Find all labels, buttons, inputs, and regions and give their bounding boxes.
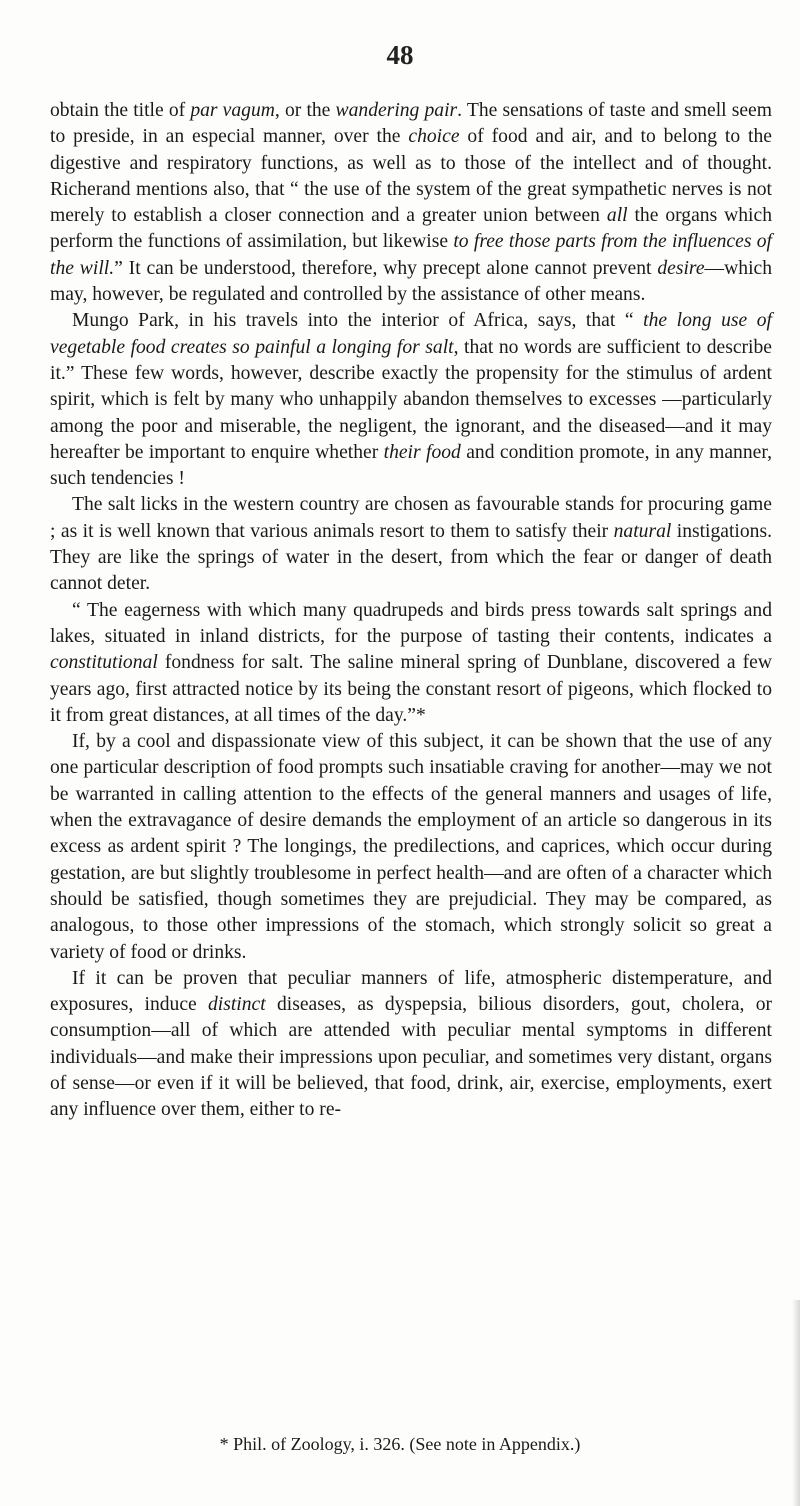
italic-text: the long use of vegetable food creates so painful a longing for salt (50, 310, 772, 358)
italic-text: par vagum (190, 100, 275, 121)
italic-text: choice (408, 126, 460, 148)
text-span: , that no words are sufficient to describe it.” These few words, however, describe exactly the propensity for the stimulus of ardent spirit, which is felt by many who unhappily abandon themselves to excesses —particularly among the poor and miserable, the negligent, the ignorant, and the diseased—and it may hereafter be important to enquire whether (50, 336, 772, 463)
text-span: “ The eagerness with which many quadrupeds and birds press towards salt springs and lakes, situated in inland districts, for the purpose of tasting their contents, indicates a (50, 599, 772, 647)
paragraph (50, 598, 772, 729)
italic-text: distinct (208, 994, 266, 1016)
text-span: If it can be proven that peculiar manners of life, atmospheric distemperature, and exposures, induce (50, 967, 772, 1016)
text-span: . The sensations of taste and smell seem to preside, in an especial manner, over the (50, 100, 772, 148)
paragraph (50, 966, 772, 1124)
text-span: —which may, however, be regulated and controlled by the assistance of other means. (50, 257, 773, 306)
italic-text: constitutional (50, 652, 158, 674)
paragraph (50, 492, 772, 597)
text-span: and condition promote, in any manner, such tendencies ! (50, 441, 772, 490)
page-number: 48 (386, 40, 414, 70)
text-span: of food and air, and to belong to the digestive and respiratory functions, as well as to those of the intellect and of thought. Richerand mentions also, that “ the use of the system of the great sympathetic nerves is not merely to establish a closer connection and a greater union between (50, 126, 772, 227)
text-span: instigations. They are like the springs of water in the desert, from which the fear or danger of death cannot deter. (50, 520, 772, 595)
text-span: , or the (274, 100, 336, 121)
paragraph (50, 308, 772, 492)
italic-text: desire (657, 257, 705, 279)
page-edge-shadow (792, 1300, 800, 1506)
italic-text: natural (613, 520, 672, 542)
text-span: The salt licks in the western country are chosen as favourable stands for procuring game ; as it is well known that various animals resort to them to satisfy their (50, 494, 772, 542)
text-span: diseases, as dyspepsia, bilious disorders, gout, cholera, or consumption—all of which are attended with peculiar mental symptoms in different individuals—and make their impressions upon peculiar, and sometimes very distant, organs of sense—or even if it will be believed, that food, drink, air, exercise, employments, exert any influence over them, either to re- (50, 994, 773, 1121)
italic-text: to free those parts from the influences of the will. (50, 231, 772, 279)
italic-text: wandering pair (335, 100, 458, 121)
text-span: fondness for salt. The saline mineral spring of Dunblane, discovered a few years ago, first attracted notice by its being the constant resort of pigeons, which flocked to it from great distances, at all times of the day.”* (50, 652, 772, 726)
text-span: If, by a cool and dispassionate view of this subject, it can be shown that the use of any one particular description of food prompts such insatiable craving for another—may we not be warranted in calling attention to the effects of the general manners and usages of life, when the extravagance of desire demands the employment of an article so dangerous in its excess as ardent spirit ? The longings, the predilections, and caprices, which occur during gestation, are but slightly troublesome in perfect health—and are often of a character which should be satisfied, though sometimes they are prejudicial. They may be compared, as analogous, to those other impressions of the stomach, which strongly solicit so great a variety of food or drinks. (50, 731, 772, 963)
italic-text: all (606, 205, 628, 227)
text-span: obtain the title of (50, 100, 191, 121)
text-span: Mungo Park, in his travels into the interior of Africa, says, that “ (72, 310, 644, 332)
italic-text: their food (383, 441, 461, 463)
text-span: ” It can be understood, therefore, why precept alone cannot prevent (114, 257, 658, 279)
body-text (50, 98, 772, 1124)
footnote: * Phil. of Zoology, i. 326. (See note in Appendix.) (219, 1434, 581, 1454)
paragraph (50, 729, 772, 966)
paragraph (50, 98, 772, 308)
text-span: the organs which perform the functions of assimilation, but likewise (50, 205, 772, 253)
